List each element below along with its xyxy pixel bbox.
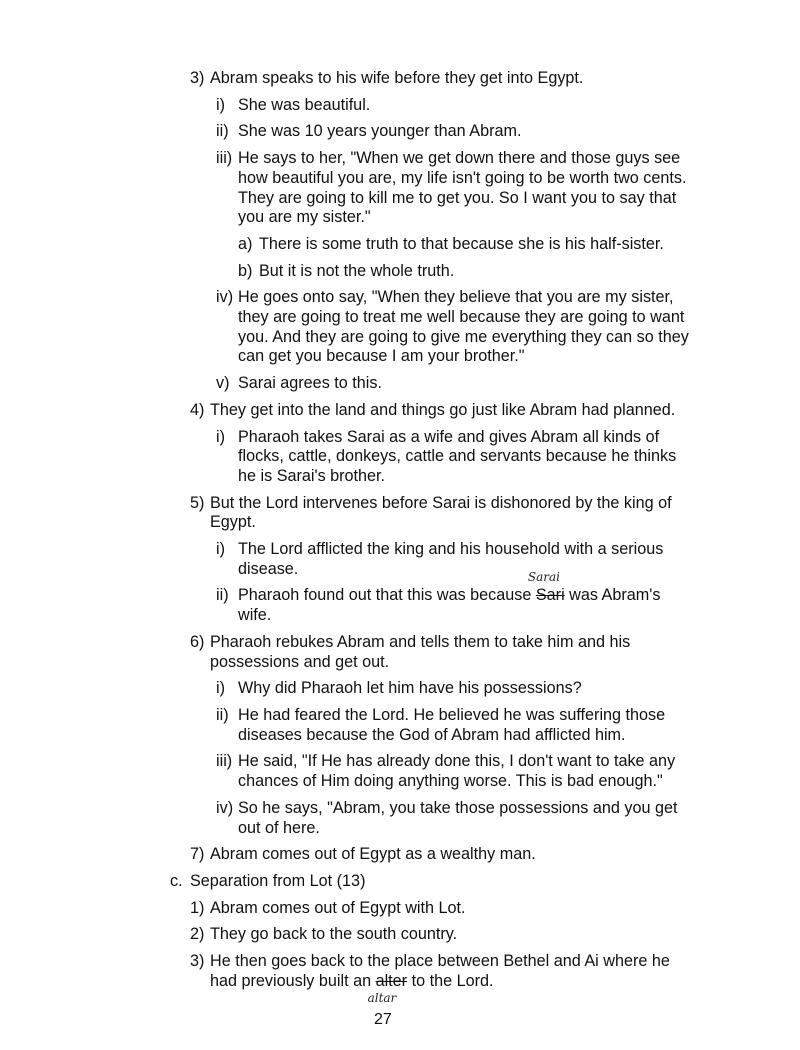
outline-item — [0, 706, 800, 745]
item-label: ii) — [216, 586, 229, 605]
struck-word-wrap — [527, 570, 565, 605]
item-label: ii) — [216, 122, 229, 141]
text-line: The Lord afflicted the king and his household with a serious — [238, 540, 664, 559]
outline-item — [0, 679, 800, 699]
text-line: you are my sister." — [238, 208, 371, 227]
item-text — [238, 799, 800, 838]
item-label: 3) — [190, 69, 205, 87]
text-line: She was beautiful. — [238, 95, 371, 114]
item-text — [210, 952, 800, 1005]
outline-item — [0, 799, 800, 838]
item-text — [238, 679, 800, 699]
item-text — [210, 925, 800, 945]
outline-item — [0, 262, 800, 282]
handwritten-correction: Sarai — [527, 570, 560, 585]
item-label: i) — [216, 679, 225, 698]
text-line: chances of Him doing anything worse. This is bad enough." — [238, 772, 663, 791]
item-label: ii) — [216, 705, 229, 724]
item-text — [190, 872, 800, 892]
item-label: c. — [170, 871, 183, 890]
outline-item — [0, 752, 800, 791]
text-line: diseases because the God of Abram had afflicted him. — [238, 725, 626, 744]
outline-item — [0, 845, 800, 865]
text-line: disease. — [238, 559, 299, 578]
text-line: He goes onto say, "When they believe that you are my sister, — [238, 288, 674, 307]
text-line: There is some truth to that because she is his half-sister. — [259, 234, 664, 253]
item-text — [238, 540, 800, 579]
text-line: He said, "If He has already done this, I don't want to take any — [238, 752, 676, 771]
text-line: how beautiful you are, my life isn't going to be worth two cents. — [238, 168, 687, 187]
text-line: Abram speaks to his wife before they get into Egypt. — [210, 69, 584, 87]
item-label: b) — [238, 261, 253, 280]
text-line: he is Sarai's brother. — [238, 466, 386, 485]
text-line: They get into the land and things go just like Abram had planned. — [210, 400, 676, 419]
outline-item — [0, 374, 800, 394]
outline-item — [0, 925, 800, 945]
text-line: Sarai agrees to this. — [238, 374, 382, 393]
item-label: iv) — [216, 798, 234, 817]
text-line: But the Lord intervenes before Sarai is dishonored by the king of — [210, 493, 672, 512]
item-text — [210, 845, 800, 865]
text-line: they are going to treat me well because they are going to want — [238, 308, 685, 327]
item-label: iii) — [216, 149, 233, 168]
text-line: Abram comes out of Egypt as a wealthy man. — [210, 845, 536, 864]
text-line: Pharaoh found out that this was because Sari Sarai was Abram's — [238, 570, 661, 605]
item-text — [238, 428, 800, 487]
item-label: 5) — [190, 493, 205, 512]
item-label: 7) — [190, 845, 205, 864]
item-label: i) — [216, 540, 225, 559]
outline-list — [0, 69, 800, 1005]
item-text — [210, 401, 800, 421]
item-text — [238, 96, 800, 116]
item-text — [238, 149, 800, 228]
item-text — [238, 752, 800, 791]
item-text — [238, 288, 800, 367]
item-text — [210, 494, 800, 533]
item-label: i) — [216, 427, 225, 446]
outline-item — [0, 69, 800, 89]
item-label: iii) — [216, 752, 233, 771]
text-line: had previously built an alter altar to the Lord. — [210, 972, 800, 992]
item-text — [210, 633, 800, 672]
item-text — [238, 706, 800, 745]
outline-item — [0, 872, 800, 892]
outline-item — [0, 149, 800, 228]
text-line: Pharaoh takes Sarai as a wife and gives Abram all kinds of — [238, 427, 660, 446]
item-label: 2) — [190, 925, 205, 944]
item-text — [238, 374, 800, 394]
item-label: 6) — [190, 632, 205, 651]
struck-word: alter — [375, 971, 408, 990]
item-label: a) — [238, 234, 253, 253]
text-line: out of here. — [238, 818, 320, 837]
outline-item — [0, 540, 800, 579]
item-label: 1) — [190, 898, 205, 917]
text-line: They are going to kill me to get you. So I want you to say that — [238, 188, 677, 207]
item-text — [238, 570, 800, 625]
outline-item — [0, 288, 800, 367]
handwritten-correction: altar — [367, 990, 397, 1005]
item-label: iv) — [216, 288, 234, 307]
outline-item — [0, 899, 800, 919]
item-label: 3) — [190, 952, 205, 971]
outline-item — [0, 570, 800, 625]
text-line: He had feared the Lord. He believed he was suffering those — [238, 705, 666, 724]
text-line: wife. — [238, 606, 272, 625]
item-text — [238, 122, 800, 142]
outline-item — [0, 428, 800, 487]
item-text — [210, 69, 800, 89]
outline-item — [0, 952, 800, 1005]
item-text — [259, 235, 800, 255]
page-number: 27 — [374, 1011, 392, 1028]
text-line: She was 10 years younger than Abram. — [238, 122, 522, 141]
text-line: He says to her, "When we get down there and those guys see — [238, 149, 681, 168]
text-line: possessions and get out. — [210, 652, 390, 671]
struck-word: Sari — [535, 586, 565, 605]
text-line: you. And they are going to give me everything they can so they — [238, 327, 689, 346]
item-label: v) — [216, 374, 230, 393]
outline-item — [0, 633, 800, 672]
outline-item — [0, 235, 800, 255]
outline-item — [0, 401, 800, 421]
text-line: can get you because I am your brother." — [238, 347, 525, 366]
text-line: Abram comes out of Egypt with Lot. — [210, 898, 466, 917]
outline-item — [0, 494, 800, 533]
item-label: i) — [216, 95, 225, 114]
text-line: Why did Pharaoh let him have his possessions? — [238, 679, 582, 698]
text-line: So he says, "Abram, you take those possessions and you get — [238, 798, 678, 817]
item-label: 4) — [190, 400, 205, 419]
item-text — [259, 262, 800, 282]
struck-word-wrap — [367, 971, 408, 1005]
text-line: He then goes back to the place between Bethel and Ai where he — [210, 952, 670, 971]
text-line: flocks, cattle, donkeys, cattle and servants because he thinks — [238, 447, 677, 466]
text-line: But it is not the whole truth. — [259, 261, 455, 280]
text-line: They go back to the south country. — [210, 925, 458, 944]
text-line: Separation from Lot (13) — [190, 871, 366, 890]
outline-item — [0, 122, 800, 142]
text-line: Egypt. — [210, 513, 256, 532]
item-text — [210, 899, 800, 919]
outline-item — [0, 96, 800, 116]
text-line: Pharaoh rebukes Abram and tells them to take him and his — [210, 632, 631, 651]
